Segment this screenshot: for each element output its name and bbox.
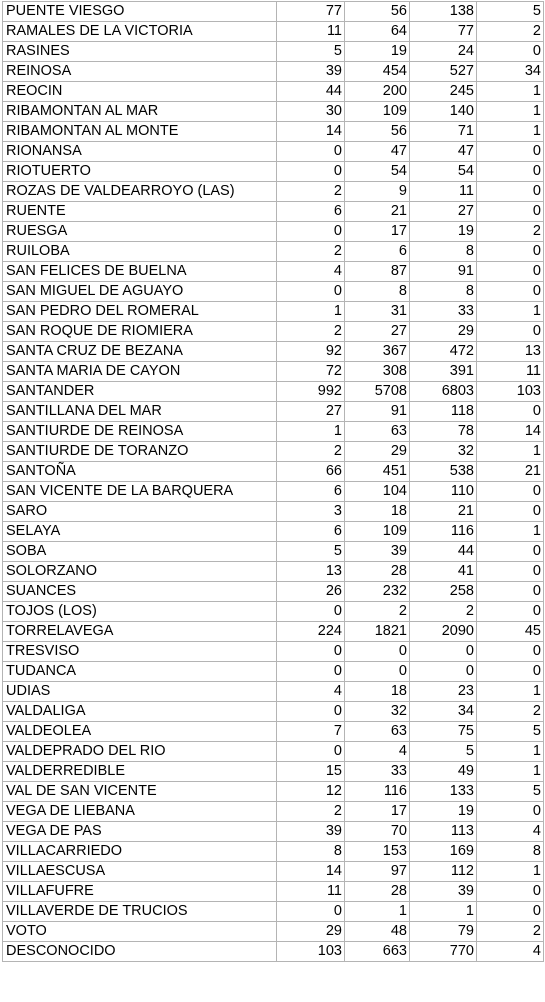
- municipality-cell[interactable]: SANTA MARIA DE CAYON: [3, 362, 277, 382]
- table-row: [3, 122, 544, 142]
- value-cell-4[interactable]: 2: [477, 22, 544, 42]
- value-cell-2[interactable]: 232: [345, 582, 410, 602]
- value-cell-1[interactable]: 27: [277, 402, 345, 422]
- table-row: [3, 582, 544, 602]
- table-row: [3, 402, 544, 422]
- table-row: [3, 502, 544, 522]
- value-cell-2[interactable]: 31: [345, 302, 410, 322]
- table-row: [3, 322, 544, 342]
- municipality-cell[interactable]: TRESVISO: [3, 642, 277, 662]
- table-row: [3, 82, 544, 102]
- value-cell-2[interactable]: 663: [345, 942, 410, 962]
- value-cell-4[interactable]: 0: [477, 642, 544, 662]
- value-cell-4[interactable]: 0: [477, 602, 544, 622]
- table-row: [3, 622, 544, 642]
- value-cell-2[interactable]: 1821: [345, 622, 410, 642]
- value-cell-2[interactable]: 308: [345, 362, 410, 382]
- value-cell-1[interactable]: 0: [277, 142, 345, 162]
- table-row: [3, 782, 544, 802]
- value-cell-3[interactable]: 6803: [410, 382, 477, 402]
- municipality-cell[interactable]: VALDALIGA: [3, 702, 277, 722]
- value-cell-4[interactable]: 1: [477, 862, 544, 882]
- value-cell-1[interactable]: 44: [277, 82, 345, 102]
- value-cell-1[interactable]: 2: [277, 322, 345, 342]
- value-cell-2[interactable]: 56: [345, 122, 410, 142]
- value-cell-3[interactable]: 32: [410, 442, 477, 462]
- value-cell-3[interactable]: 0: [410, 662, 477, 682]
- value-cell-3[interactable]: 112: [410, 862, 477, 882]
- value-cell-1[interactable]: 4: [277, 682, 345, 702]
- value-cell-1[interactable]: 39: [277, 62, 345, 82]
- value-cell-1[interactable]: 12: [277, 782, 345, 802]
- value-cell-2[interactable]: 109: [345, 102, 410, 122]
- municipality-cell[interactable]: SANTOÑA: [3, 462, 277, 482]
- value-cell-3[interactable]: 245: [410, 82, 477, 102]
- value-cell-3[interactable]: 770: [410, 942, 477, 962]
- municipality-cell[interactable]: RIBAMONTAN AL MAR: [3, 102, 277, 122]
- table-row: [3, 922, 544, 942]
- value-cell-3[interactable]: 133: [410, 782, 477, 802]
- value-cell-2[interactable]: 97: [345, 862, 410, 882]
- value-cell-4[interactable]: 45: [477, 622, 544, 642]
- municipality-cell[interactable]: VALDEPRADO DEL RIO: [3, 742, 277, 762]
- value-cell-4[interactable]: 0: [477, 582, 544, 602]
- value-cell-3[interactable]: 23: [410, 682, 477, 702]
- value-cell-4[interactable]: 0: [477, 802, 544, 822]
- municipality-cell[interactable]: SANTA CRUZ DE BEZANA: [3, 342, 277, 362]
- municipality-cell[interactable]: SANTIURDE DE REINOSA: [3, 422, 277, 442]
- value-cell-4[interactable]: 1: [477, 682, 544, 702]
- table-row: [3, 682, 544, 702]
- value-cell-1[interactable]: 11: [277, 882, 345, 902]
- value-cell-3[interactable]: 391: [410, 362, 477, 382]
- value-cell-4[interactable]: 4: [477, 942, 544, 962]
- value-cell-2[interactable]: 17: [345, 802, 410, 822]
- value-cell-2[interactable]: 91: [345, 402, 410, 422]
- value-cell-2[interactable]: 0: [345, 662, 410, 682]
- value-cell-4[interactable]: 1: [477, 742, 544, 762]
- table-row: [3, 162, 544, 182]
- value-cell-4[interactable]: 2: [477, 222, 544, 242]
- value-cell-3[interactable]: 44: [410, 542, 477, 562]
- value-cell-3[interactable]: 34: [410, 702, 477, 722]
- table-row: [3, 22, 544, 42]
- value-cell-1[interactable]: 4: [277, 262, 345, 282]
- table-row: [3, 422, 544, 442]
- value-cell-3[interactable]: 0: [410, 642, 477, 662]
- table-row: [3, 642, 544, 662]
- value-cell-4[interactable]: 0: [477, 162, 544, 182]
- value-cell-4[interactable]: 0: [477, 262, 544, 282]
- value-cell-1[interactable]: 0: [277, 162, 345, 182]
- table-row: [3, 142, 544, 162]
- value-cell-3[interactable]: 527: [410, 62, 477, 82]
- value-cell-3[interactable]: 21: [410, 502, 477, 522]
- value-cell-3[interactable]: 1: [410, 902, 477, 922]
- value-cell-2[interactable]: 451: [345, 462, 410, 482]
- value-cell-2[interactable]: 70: [345, 822, 410, 842]
- municipality-cell[interactable]: REINOSA: [3, 62, 277, 82]
- value-cell-2[interactable]: 18: [345, 682, 410, 702]
- table-row: [3, 842, 544, 862]
- municipality-cell[interactable]: TUDANCA: [3, 662, 277, 682]
- value-cell-3[interactable]: 27: [410, 202, 477, 222]
- table-row: [3, 862, 544, 882]
- value-cell-2[interactable]: 56: [345, 2, 410, 22]
- value-cell-1[interactable]: 0: [277, 282, 345, 302]
- value-cell-3[interactable]: 140: [410, 102, 477, 122]
- value-cell-3[interactable]: 169: [410, 842, 477, 862]
- table-row: [3, 902, 544, 922]
- value-cell-3[interactable]: 71: [410, 122, 477, 142]
- value-cell-2[interactable]: 64: [345, 22, 410, 42]
- value-cell-1[interactable]: 0: [277, 602, 345, 622]
- value-cell-2[interactable]: 27: [345, 322, 410, 342]
- value-cell-2[interactable]: 4: [345, 742, 410, 762]
- value-cell-1[interactable]: 0: [277, 642, 345, 662]
- value-cell-4[interactable]: 0: [477, 902, 544, 922]
- value-cell-4[interactable]: 0: [477, 542, 544, 562]
- value-cell-2[interactable]: 454: [345, 62, 410, 82]
- value-cell-3[interactable]: 78: [410, 422, 477, 442]
- municipality-cell[interactable]: VAL DE SAN VICENTE: [3, 782, 277, 802]
- municipality-cell[interactable]: SUANCES: [3, 582, 277, 602]
- value-cell-4[interactable]: 0: [477, 182, 544, 202]
- table-row: [3, 742, 544, 762]
- spreadsheet-table: [2, 1, 544, 962]
- value-cell-2[interactable]: 33: [345, 762, 410, 782]
- value-cell-4[interactable]: 0: [477, 202, 544, 222]
- table-row: [3, 822, 544, 842]
- value-cell-1[interactable]: 6: [277, 202, 345, 222]
- table-row: [3, 182, 544, 202]
- value-cell-4[interactable]: 34: [477, 62, 544, 82]
- value-cell-3[interactable]: 29: [410, 322, 477, 342]
- value-cell-2[interactable]: 87: [345, 262, 410, 282]
- table-row: [3, 802, 544, 822]
- value-cell-2[interactable]: 8: [345, 282, 410, 302]
- value-cell-3[interactable]: 110: [410, 482, 477, 502]
- municipality-cell[interactable]: RASINES: [3, 42, 277, 62]
- value-cell-1[interactable]: 2: [277, 242, 345, 262]
- value-cell-4[interactable]: 0: [477, 562, 544, 582]
- municipality-cell[interactable]: RIOTUERTO: [3, 162, 277, 182]
- municipality-cell[interactable]: VILLAVERDE DE TRUCIOS: [3, 902, 277, 922]
- value-cell-4[interactable]: 0: [477, 322, 544, 342]
- value-cell-1[interactable]: 14: [277, 122, 345, 142]
- municipality-cell[interactable]: PUENTE VIESGO: [3, 2, 277, 22]
- value-cell-1[interactable]: 0: [277, 702, 345, 722]
- value-cell-1[interactable]: 1: [277, 302, 345, 322]
- table-row: [3, 342, 544, 362]
- municipality-cell[interactable]: VILLAFUFRE: [3, 882, 277, 902]
- table-row: [3, 462, 544, 482]
- municipality-cell[interactable]: VOTO: [3, 922, 277, 942]
- table-row: [3, 102, 544, 122]
- municipality-cell[interactable]: TORRELAVEGA: [3, 622, 277, 642]
- municipality-cell[interactable]: TOJOS (LOS): [3, 602, 277, 622]
- value-cell-1[interactable]: 103: [277, 942, 345, 962]
- municipality-cell[interactable]: RIONANSA: [3, 142, 277, 162]
- municipality-cell[interactable]: DESCONOCIDO: [3, 942, 277, 962]
- value-cell-2[interactable]: 54: [345, 162, 410, 182]
- value-cell-3[interactable]: 41: [410, 562, 477, 582]
- value-cell-1[interactable]: 0: [277, 662, 345, 682]
- value-cell-1[interactable]: 2: [277, 442, 345, 462]
- table-row: [3, 222, 544, 242]
- municipality-cell[interactable]: SOLORZANO: [3, 562, 277, 582]
- value-cell-4[interactable]: 1: [477, 122, 544, 142]
- municipality-cell[interactable]: RIBAMONTAN AL MONTE: [3, 122, 277, 142]
- table-row: [3, 562, 544, 582]
- value-cell-4[interactable]: 5: [477, 722, 544, 742]
- table-row: [3, 522, 544, 542]
- value-cell-1[interactable]: 11: [277, 22, 345, 42]
- table-row: [3, 242, 544, 262]
- value-cell-1[interactable]: 2: [277, 802, 345, 822]
- value-cell-3[interactable]: 258: [410, 582, 477, 602]
- table-row: [3, 262, 544, 282]
- municipality-cell[interactable]: RUESGA: [3, 222, 277, 242]
- value-cell-3[interactable]: 47: [410, 142, 477, 162]
- value-cell-4[interactable]: 2: [477, 922, 544, 942]
- value-cell-4[interactable]: 0: [477, 502, 544, 522]
- value-cell-4[interactable]: 0: [477, 402, 544, 422]
- value-cell-3[interactable]: 113: [410, 822, 477, 842]
- value-cell-1[interactable]: 7: [277, 722, 345, 742]
- value-cell-3[interactable]: 472: [410, 342, 477, 362]
- value-cell-1[interactable]: 92: [277, 342, 345, 362]
- value-cell-1[interactable]: 29: [277, 922, 345, 942]
- table-row: [3, 42, 544, 62]
- value-cell-1[interactable]: 3: [277, 502, 345, 522]
- municipality-cell[interactable]: SANTILLANA DEL MAR: [3, 402, 277, 422]
- table-row: [3, 362, 544, 382]
- value-cell-2[interactable]: 109: [345, 522, 410, 542]
- value-cell-4[interactable]: 0: [477, 662, 544, 682]
- value-cell-3[interactable]: 19: [410, 222, 477, 242]
- municipality-cell[interactable]: VEGA DE LIEBANA: [3, 802, 277, 822]
- value-cell-4[interactable]: 5: [477, 2, 544, 22]
- municipality-cell[interactable]: SOBA: [3, 542, 277, 562]
- value-cell-4[interactable]: 8: [477, 842, 544, 862]
- table-row: [3, 722, 544, 742]
- municipality-cell[interactable]: VEGA DE PAS: [3, 822, 277, 842]
- value-cell-2[interactable]: 28: [345, 882, 410, 902]
- value-cell-4[interactable]: 1: [477, 102, 544, 122]
- table-row: [3, 762, 544, 782]
- table-row: [3, 442, 544, 462]
- value-cell-3[interactable]: 538: [410, 462, 477, 482]
- municipality-cell[interactable]: REOCIN: [3, 82, 277, 102]
- value-cell-3[interactable]: 77: [410, 22, 477, 42]
- value-cell-1[interactable]: 30: [277, 102, 345, 122]
- value-cell-3[interactable]: 24: [410, 42, 477, 62]
- value-cell-1[interactable]: 39: [277, 822, 345, 842]
- value-cell-2[interactable]: 32: [345, 702, 410, 722]
- value-cell-2[interactable]: 153: [345, 842, 410, 862]
- value-cell-1[interactable]: 2: [277, 182, 345, 202]
- value-cell-4[interactable]: 1: [477, 522, 544, 542]
- value-cell-2[interactable]: 1: [345, 902, 410, 922]
- value-cell-4[interactable]: 0: [477, 882, 544, 902]
- value-cell-4[interactable]: 1: [477, 302, 544, 322]
- table-row: [3, 882, 544, 902]
- value-cell-2[interactable]: 104: [345, 482, 410, 502]
- municipality-cell[interactable]: VILLACARRIEDO: [3, 842, 277, 862]
- value-cell-3[interactable]: 39: [410, 882, 477, 902]
- value-cell-2[interactable]: 6: [345, 242, 410, 262]
- value-cell-4[interactable]: 0: [477, 142, 544, 162]
- value-cell-2[interactable]: 5708: [345, 382, 410, 402]
- value-cell-1[interactable]: 77: [277, 2, 345, 22]
- value-cell-4[interactable]: 0: [477, 242, 544, 262]
- municipality-cell[interactable]: SAN ROQUE DE RIOMIERA: [3, 322, 277, 342]
- table-row: [3, 2, 544, 22]
- value-cell-3[interactable]: 2: [410, 602, 477, 622]
- municipality-cell[interactable]: SAN MIGUEL DE AGUAYO: [3, 282, 277, 302]
- municipality-cell[interactable]: ROZAS DE VALDEARROYO (LAS): [3, 182, 277, 202]
- value-cell-3[interactable]: 138: [410, 2, 477, 22]
- value-cell-2[interactable]: 9: [345, 182, 410, 202]
- municipality-cell[interactable]: SAN FELICES DE BUELNA: [3, 262, 277, 282]
- value-cell-3[interactable]: 75: [410, 722, 477, 742]
- municipality-cell[interactable]: VILLAESCUSA: [3, 862, 277, 882]
- value-cell-1[interactable]: 0: [277, 222, 345, 242]
- value-cell-2[interactable]: 63: [345, 422, 410, 442]
- table-body: [3, 2, 544, 962]
- value-cell-4[interactable]: 1: [477, 82, 544, 102]
- value-cell-3[interactable]: 33: [410, 302, 477, 322]
- value-cell-2[interactable]: 48: [345, 922, 410, 942]
- municipality-cell[interactable]: VALDERREDIBLE: [3, 762, 277, 782]
- table-row: [3, 662, 544, 682]
- value-cell-4[interactable]: 21: [477, 462, 544, 482]
- value-cell-2[interactable]: 21: [345, 202, 410, 222]
- municipality-cell[interactable]: UDIAS: [3, 682, 277, 702]
- table-row: [3, 602, 544, 622]
- value-cell-2[interactable]: 39: [345, 542, 410, 562]
- value-cell-1[interactable]: 992: [277, 382, 345, 402]
- value-cell-3[interactable]: 8: [410, 282, 477, 302]
- value-cell-3[interactable]: 54: [410, 162, 477, 182]
- municipality-cell[interactable]: SAN PEDRO DEL ROMERAL: [3, 302, 277, 322]
- value-cell-2[interactable]: 367: [345, 342, 410, 362]
- value-cell-2[interactable]: 2: [345, 602, 410, 622]
- table-row: [3, 702, 544, 722]
- value-cell-2[interactable]: 47: [345, 142, 410, 162]
- value-cell-1[interactable]: 13: [277, 562, 345, 582]
- municipality-cell[interactable]: SARO: [3, 502, 277, 522]
- municipality-cell[interactable]: RAMALES DE LA VICTORIA: [3, 22, 277, 42]
- value-cell-1[interactable]: 8: [277, 842, 345, 862]
- value-cell-2[interactable]: 63: [345, 722, 410, 742]
- municipality-cell[interactable]: RUILOBA: [3, 242, 277, 262]
- value-cell-1[interactable]: 0: [277, 742, 345, 762]
- table-row: [3, 542, 544, 562]
- value-cell-3[interactable]: 116: [410, 522, 477, 542]
- value-cell-3[interactable]: 11: [410, 182, 477, 202]
- value-cell-1[interactable]: 0: [277, 902, 345, 922]
- value-cell-2[interactable]: 29: [345, 442, 410, 462]
- municipality-cell[interactable]: VALDEOLEA: [3, 722, 277, 742]
- value-cell-2[interactable]: 0: [345, 642, 410, 662]
- value-cell-2[interactable]: 17: [345, 222, 410, 242]
- value-cell-4[interactable]: 13: [477, 342, 544, 362]
- table-row: [3, 942, 544, 962]
- table-row: [3, 62, 544, 82]
- value-cell-1[interactable]: 26: [277, 582, 345, 602]
- value-cell-1[interactable]: 14: [277, 862, 345, 882]
- municipality-cell[interactable]: SANTIURDE DE TORANZO: [3, 442, 277, 462]
- value-cell-2[interactable]: 19: [345, 42, 410, 62]
- value-cell-4[interactable]: 2: [477, 702, 544, 722]
- value-cell-1[interactable]: 6: [277, 482, 345, 502]
- value-cell-4[interactable]: 0: [477, 282, 544, 302]
- value-cell-1[interactable]: 5: [277, 542, 345, 562]
- municipality-cell[interactable]: SELAYA: [3, 522, 277, 542]
- value-cell-2[interactable]: 28: [345, 562, 410, 582]
- value-cell-4[interactable]: 1: [477, 762, 544, 782]
- municipality-cell[interactable]: SANTANDER: [3, 382, 277, 402]
- value-cell-2[interactable]: 18: [345, 502, 410, 522]
- value-cell-3[interactable]: 79: [410, 922, 477, 942]
- value-cell-4[interactable]: 11: [477, 362, 544, 382]
- table-row: [3, 282, 544, 302]
- value-cell-3[interactable]: 5: [410, 742, 477, 762]
- value-cell-1[interactable]: 15: [277, 762, 345, 782]
- value-cell-1[interactable]: 1: [277, 422, 345, 442]
- municipality-cell[interactable]: RUENTE: [3, 202, 277, 222]
- value-cell-1[interactable]: 72: [277, 362, 345, 382]
- value-cell-1[interactable]: 66: [277, 462, 345, 482]
- value-cell-1[interactable]: 224: [277, 622, 345, 642]
- value-cell-4[interactable]: 0: [477, 42, 544, 62]
- value-cell-2[interactable]: 116: [345, 782, 410, 802]
- value-cell-4[interactable]: 1: [477, 442, 544, 462]
- value-cell-3[interactable]: 8: [410, 242, 477, 262]
- value-cell-3[interactable]: 49: [410, 762, 477, 782]
- value-cell-4[interactable]: 4: [477, 822, 544, 842]
- value-cell-2[interactable]: 200: [345, 82, 410, 102]
- value-cell-4[interactable]: 103: [477, 382, 544, 402]
- table-row: [3, 202, 544, 222]
- municipality-cell[interactable]: SAN VICENTE DE LA BARQUERA: [3, 482, 277, 502]
- table-row: [3, 302, 544, 322]
- value-cell-4[interactable]: 14: [477, 422, 544, 442]
- value-cell-4[interactable]: 5: [477, 782, 544, 802]
- value-cell-4[interactable]: 0: [477, 482, 544, 502]
- value-cell-3[interactable]: 118: [410, 402, 477, 422]
- table-row: [3, 482, 544, 502]
- table-row: [3, 382, 544, 402]
- value-cell-1[interactable]: 6: [277, 522, 345, 542]
- value-cell-3[interactable]: 2090: [410, 622, 477, 642]
- value-cell-1[interactable]: 5: [277, 42, 345, 62]
- value-cell-3[interactable]: 19: [410, 802, 477, 822]
- value-cell-3[interactable]: 91: [410, 262, 477, 282]
